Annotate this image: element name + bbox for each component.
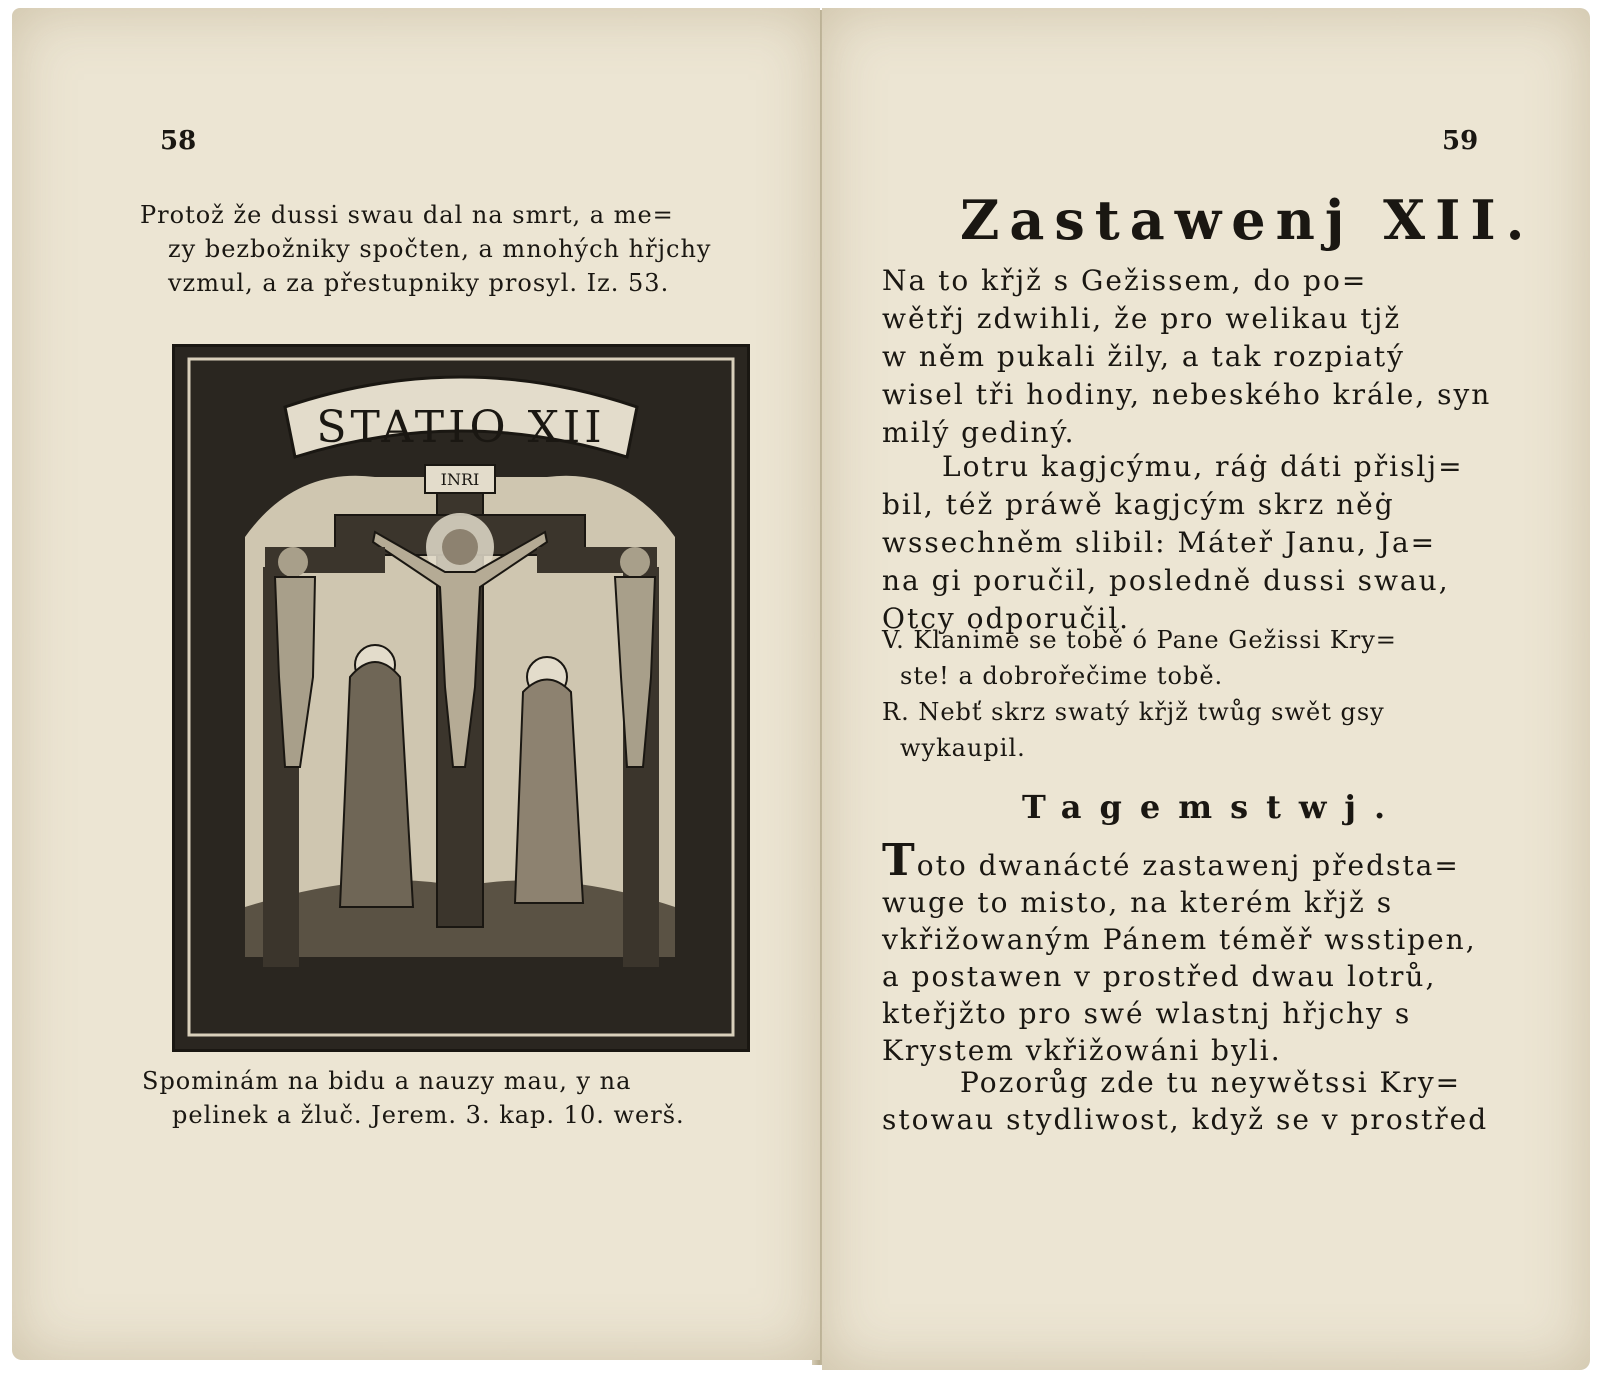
drop-cap: T — [882, 835, 917, 886]
page-number-right: 59 — [1442, 126, 1479, 156]
paragraph-line: Krystem vkřižowáni byli. — [882, 1034, 1282, 1067]
quote-line: vzmul, a za přestupniky prosyl. Iz. 53. — [168, 269, 670, 297]
versicle-line: V. Klanime se tobě ó Pane Gežissi Kry= — [882, 626, 1397, 654]
paragraph-3 — [882, 835, 1477, 1069]
response-line: R. Nebť skrz swatý křjž twůg swět gsy — [882, 698, 1385, 726]
paragraph-line: na gi poručil, posledně dussi swau, — [882, 564, 1450, 597]
paragraph-line: Otcy odporučil. — [882, 602, 1131, 635]
paragraph-line: wětřj zdwihli, že pro welikau tjž — [882, 302, 1402, 335]
versicle-line: ste! a dobrořečime tobě. — [900, 662, 1224, 690]
quote-line: zy bezbožniky spočten, a mnohých hřjchy — [168, 235, 712, 263]
paragraph-line: Lotru kagjcýmu, ráġ dáti přislj= — [942, 450, 1464, 483]
subheading-mystery: Tagemstwj. — [1022, 788, 1404, 826]
paragraph-1 — [882, 262, 1491, 452]
paragraph-line: oto dwanácté zastawenj předsta= — [916, 849, 1460, 882]
response-line: wykaupil. — [900, 734, 1026, 762]
page-number-left: 58 — [160, 126, 197, 156]
paragraph-2 — [882, 448, 1464, 638]
paragraph-line: wssechněm slibil: Máteř Janu, Ja= — [882, 526, 1437, 559]
paragraph-4 — [882, 1064, 1488, 1138]
paragraph-line: Pozorůg zde tu neywětssi Kry= — [960, 1066, 1462, 1099]
paragraph-line: Na to křjž s Gežissem, do po= — [882, 264, 1368, 297]
paragraph-line: w něm pukali žily, a tak rozpiatý — [882, 340, 1405, 373]
paragraph-line: bil, též práwě kagjcým skrz něġ — [882, 488, 1395, 521]
left-page — [12, 8, 820, 1360]
paragraph-line: a postawen v prostřed dwau lotrů, — [882, 960, 1437, 993]
versicle-response — [882, 622, 1397, 766]
woodcut-banner-text: STATIO XII — [316, 402, 606, 453]
scripture-quote-bottom — [142, 1064, 685, 1132]
quote-line: Spominám na bidu a nauzy mau, y na — [142, 1067, 632, 1095]
crucifixion-woodcut-illustration — [172, 344, 750, 1052]
paragraph-line: vkřižowaným Pánem téměř wsstipen, — [882, 923, 1477, 956]
paragraph-line: kteřjžto pro swé wlastnj hřjchy s — [882, 997, 1412, 1030]
paragraph-line: milý gediný. — [882, 416, 1076, 449]
station-heading: Zastawenj XII. — [960, 188, 1535, 252]
paragraph-line: stowau stydliwost, když se v prostřed — [882, 1103, 1489, 1136]
paragraph-line: wisel tři hodiny, nebeského krále, syn — [882, 378, 1492, 411]
paragraph-line: wuge to misto, na kterém křjž s — [882, 886, 1394, 919]
woodcut-titulus-text: INRI — [440, 470, 480, 489]
quote-line: pelinek a žluč. Jerem. 3. kap. 10. werš. — [172, 1101, 685, 1129]
right-page — [822, 8, 1590, 1370]
scripture-quote-top — [140, 198, 711, 300]
quote-line: Protož že dussi swau dal na smrt, a me= — [140, 201, 674, 229]
